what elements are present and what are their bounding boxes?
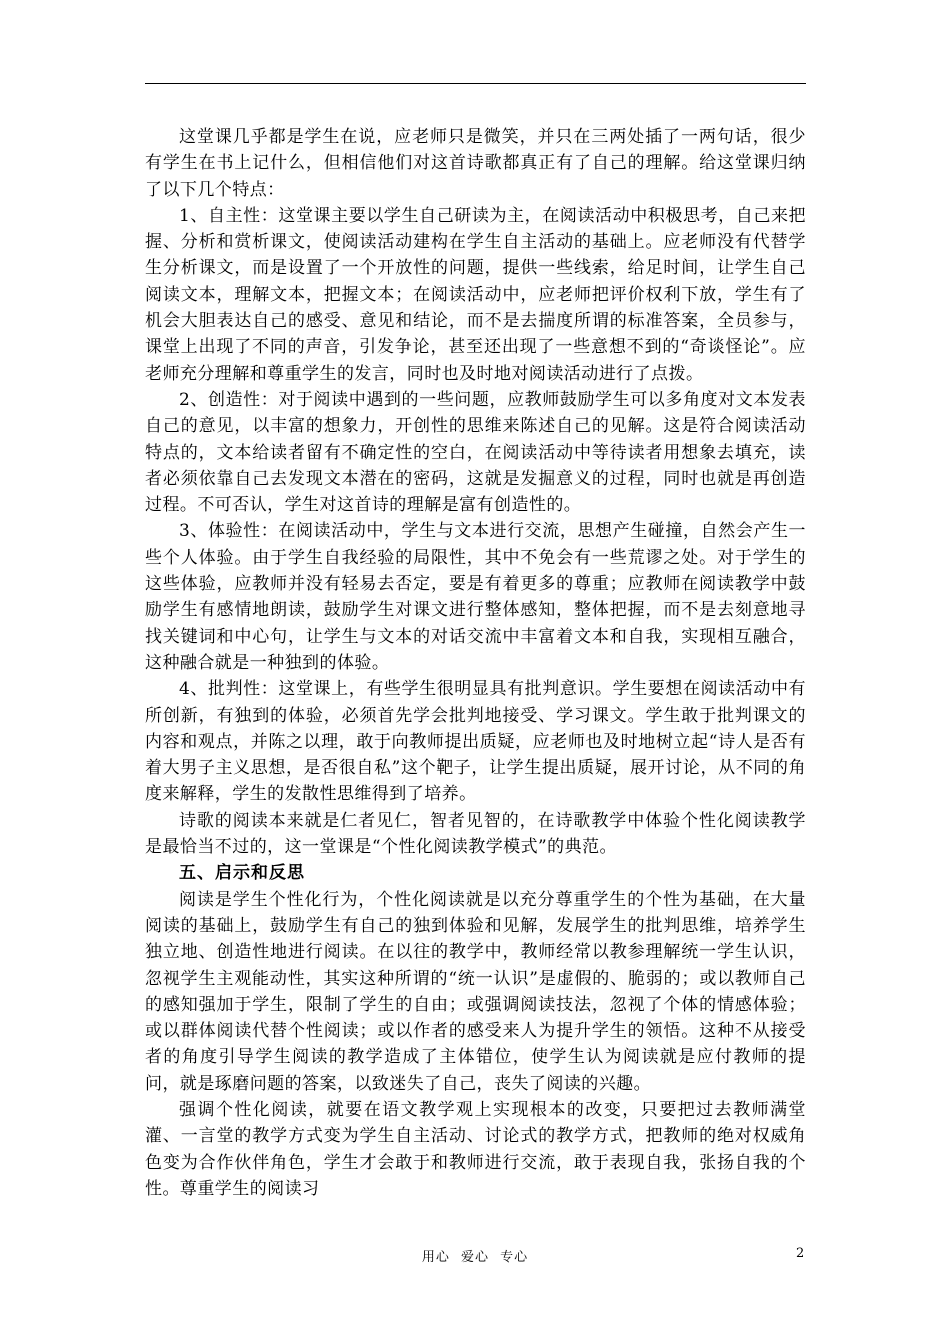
paragraph-reflection: 阅读是学生个性化行为，个性化阅读就是以充分尊重学生的个性为基础，在大量阅读的基础上，鼓励学生有自己的独到体验和见解，发展学生的批判思维，培养学生独立地、创造性地进行阅读。在以往的教学中，教师经常以教参理解统一学生认识，忽视学生主观能动性，其实这种所谓的“统一认识”是虚假的、脆弱的；或以教师自己的感知强加于学生，限制了学生的自由；或强调阅读技法，忽视了个体的情感体验；或以群体阅读代替个性阅读；或以作者的感受来人为提升学生的领悟。这种不从接受者的角度引导学生阅读的教学造成了主体错位，使学生认为阅读就是应付教师的提问，就是琢磨问题的答案，以致迷失了自己，丧失了阅读的兴趣。 bbox=[145, 889, 806, 1094]
page-footer bbox=[0, 1246, 950, 1268]
paragraph-creativity: 2、创造性：对于阅读中遇到的一些问题，应教师鼓励学生可以多角度对文本发表自己的意见，以丰富的想象力，开创性的思维来陈述自己的见解。这是符合阅读活动特点的，文本给读者留有不确定性的空白，在阅读活动中等待读者用想象去填充，读者必须依靠自己去发现文本潜在的密码，这就是发掘意义的过程，同时也就是再创造过程。不可否认，学生对这首诗的理解是富有创造性的。 bbox=[145, 389, 806, 516]
paragraph-intro: 这堂课几乎都是学生在说，应老师只是微笑，并只在三两处插了一两句话，很少有学生在书上记什么，但相信他们对这首诗歌都真正有了自己的理解。给这堂课归纳了以下几个特点： bbox=[145, 127, 806, 200]
paragraph-critical: 4、批判性：这堂课上，有些学生很明显具有批判意识。学生要想在阅读活动中有所创新，有独到的体验，必须首先学会批判地接受、学习课文。学生敢于批判课文的内容和观点，并陈之以理，敢于向教师提出质疑，应老师也及时地树立起“诗人是否有着大男子主义思想，是否很自私”这个靶子，让学生提出质疑，展开讨论，从不同的角度来解释，学生的发散性思维得到了培养。 bbox=[145, 679, 806, 805]
document-body bbox=[145, 124, 806, 1202]
paragraph-emphasis: 强调个性化阅读，就要在语文教学观上实现根本的改变，只要把过去教师满堂灌、一言堂的教学方式变为学生自主活动、讨论式的教学方式，把教师的绝对权威角色变为合作伙伴角色，学生才会敢于和教师进行交流，敢于表现自我，张扬自我的个性。尊重学生的阅读习 bbox=[145, 1099, 806, 1199]
page-number: 2 bbox=[796, 1246, 805, 1261]
paragraph-experience: 3、体验性：在阅读活动中，学生与文本进行交流，思想产生碰撞，自然会产生一些个人体验。由于学生自我经验的局限性，其中不免会有一些荒谬之处。对于学生的这些体验，应教师并没有轻易去否定，要是有着更多的尊重；应教师在阅读教学中鼓励学生有感情地朗读，鼓励学生对课文进行整体感知，整体把握，而不是去刻意地寻找关键词和中心句，让学生与文本的对话交流中丰富着文本和自我，实现相互融合，这种融合就是一种独到的体验。 bbox=[145, 521, 806, 673]
paragraph-summary: 诗歌的阅读本来就是仁者见仁，智者见智的，在诗歌教学中体验个性化阅读教学是最恰当不过的，这一堂课是“个性化阅读教学模式”的典范。 bbox=[145, 810, 806, 858]
header-rule bbox=[145, 83, 806, 84]
paragraph-autonomy: 1、自主性：这堂课主要以学生自己研读为主，在阅读活动中积极思考，自己来把握、分析和赏析课文，使阅读活动建构在学生自主活动的基础上。应老师没有代替学生分析课文，而是设置了一个开放性的问题，提供一些线索，给足时间，让学生自己阅读文本，理解文本，把握文本；在阅读活动中，应老师把评价权利下放，学生有了机会大胆表达自己的感受、意见和结论，而不是去揣度所谓的标准答案，全员参与，课堂上出现了不同的声音，引发争论，甚至还出现了一些意想不到的“奇谈怪论”。应老师充分理解和尊重学生的发言，同时也及时地对阅读活动进行了点拨。 bbox=[145, 205, 806, 384]
section-heading: 五、启示和反思 bbox=[179, 863, 305, 884]
footer-motto: 用心 爱心 专心 bbox=[421, 1250, 529, 1265]
